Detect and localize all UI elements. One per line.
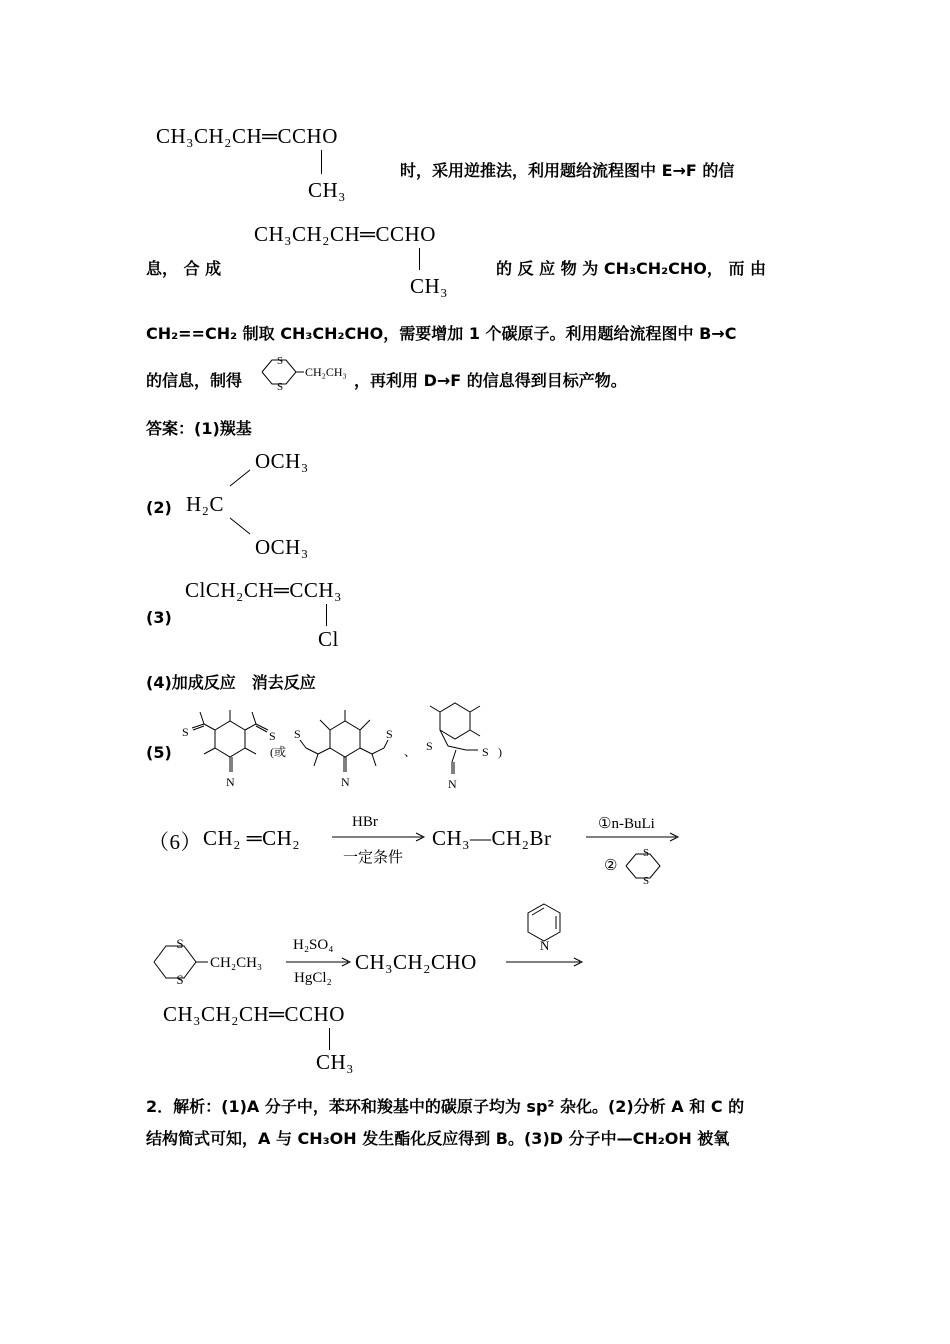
q5-sep: 、: [404, 745, 417, 759]
inter-s-bottom: S: [176, 972, 184, 987]
para1-line4-right: ，再利用 D→F 的信息得到目标产物。: [354, 371, 627, 390]
ring-s-bottom: S: [276, 381, 284, 393]
answer-q4: (4)加成反应 消去反应: [146, 673, 316, 692]
dithiane-ethyl-intermediate: [150, 934, 282, 990]
q5-s4: S: [386, 727, 393, 741]
arrow3-top: H₂SO₄: [293, 937, 334, 953]
product-main: CH₃CH₂CH═CCHO: [163, 1002, 345, 1026]
product-bond: [329, 1028, 330, 1050]
dithiane-reagent: [622, 844, 670, 888]
q3-sub: Cl: [318, 627, 339, 651]
q2-och3-top: OCH₃: [255, 449, 309, 473]
q5-s2: S: [269, 729, 276, 743]
synthesis-propanal: CH₃CH₂CHO: [355, 950, 477, 974]
q2-analysis-line1: 2．解析：(1)A 分子中，苯环和羧基中的碳原子均为 sp² 杂化。(2)分析 A 和 C 的: [146, 1097, 745, 1116]
pyridine-arrow: [500, 898, 586, 972]
q5-close: ): [498, 745, 502, 759]
arrow2-top: ①n-BuLi: [598, 816, 655, 832]
ring-s-top: S: [276, 355, 284, 367]
reagent-s-top: S: [642, 847, 650, 859]
q5-s1: S: [182, 725, 189, 739]
arrow1: [330, 830, 430, 844]
synthesis-bromide: CH₃—CH₂Br: [432, 826, 552, 850]
answer-q2-label: (2): [146, 498, 172, 517]
dithiane-ethyl-structure: [256, 350, 352, 394]
formula-top-sub: CH₃: [308, 178, 346, 202]
q5-n3: N: [448, 777, 457, 791]
product-sub: CH₃: [316, 1050, 354, 1074]
arrow1-bottom: 一定条件: [343, 850, 404, 866]
synthesis-ethene: CH₂ ═CH₂: [203, 826, 301, 850]
para1-line3: CH₂==CH₂ 制取 CH₃CH₂CHO，需要增加 1 个碳原子。利用题给流程图中 B→C: [146, 324, 737, 343]
formula-top-bond: [321, 150, 322, 174]
arrow3: [284, 955, 358, 969]
arrow1-top: HBr: [352, 814, 378, 830]
q3-bond: [326, 604, 327, 626]
synthesis-label: （6）: [148, 830, 202, 854]
formula-mid-bond: [419, 248, 420, 270]
q5-s3: S: [294, 727, 301, 741]
arrow2: [584, 830, 684, 844]
answer-q3-label: (3): [146, 608, 172, 627]
answer-q5-label: (5): [146, 743, 172, 762]
formula-top-main: CH₃CH₂CH═CCHO: [156, 124, 338, 148]
q5-n1: N: [226, 775, 235, 789]
reagent-s-bottom: S: [642, 875, 650, 887]
para1-line2-right: 的 反 应 物 为 CH₃CH₂CHO， 而 由: [496, 259, 767, 278]
q5-s5: S: [426, 739, 433, 753]
q5-structure-2: [294, 710, 393, 789]
q5-n2: N: [341, 775, 350, 789]
para1-line2-left: 息， 合 成: [146, 259, 222, 278]
arrow2-bottom: ②: [604, 858, 618, 874]
q3-main: ClCH₂CH═CCH₃: [185, 578, 342, 602]
q5-structure-1: [182, 710, 276, 789]
ring-substituent: CH₂CH₃: [305, 365, 347, 379]
q5-s6: S: [482, 745, 489, 759]
answer-heading: 答案：(1)羰基: [146, 419, 252, 438]
q5-structures: [160, 700, 520, 800]
inter-s-top: S: [176, 936, 184, 951]
formula-mid-main: CH₃CH₂CH═CCHO: [254, 222, 436, 246]
q2-h2c: H₂C: [186, 492, 224, 516]
inter-substituent: CH₂CH₃: [210, 955, 263, 971]
para1-line4-left: 的信息，制得: [146, 371, 243, 390]
q2-och3-bottom: OCH₃: [255, 535, 309, 559]
formula-mid-sub: CH₃: [410, 274, 448, 298]
q2-analysis-line2: 结构简式可知，A 与 CH₃OH 发生酯化反应得到 B。(3)D 分子中—CH₂OH 被氧: [146, 1129, 730, 1148]
q5-structure-3: [426, 703, 502, 791]
arrow3-bottom: HgCl₂: [294, 970, 332, 986]
q5-or: (或: [270, 745, 286, 759]
pyridine-n: N: [540, 938, 550, 953]
para1-line1: 时，采用逆推法，利用题给流程图中 E→F 的信: [400, 161, 735, 180]
